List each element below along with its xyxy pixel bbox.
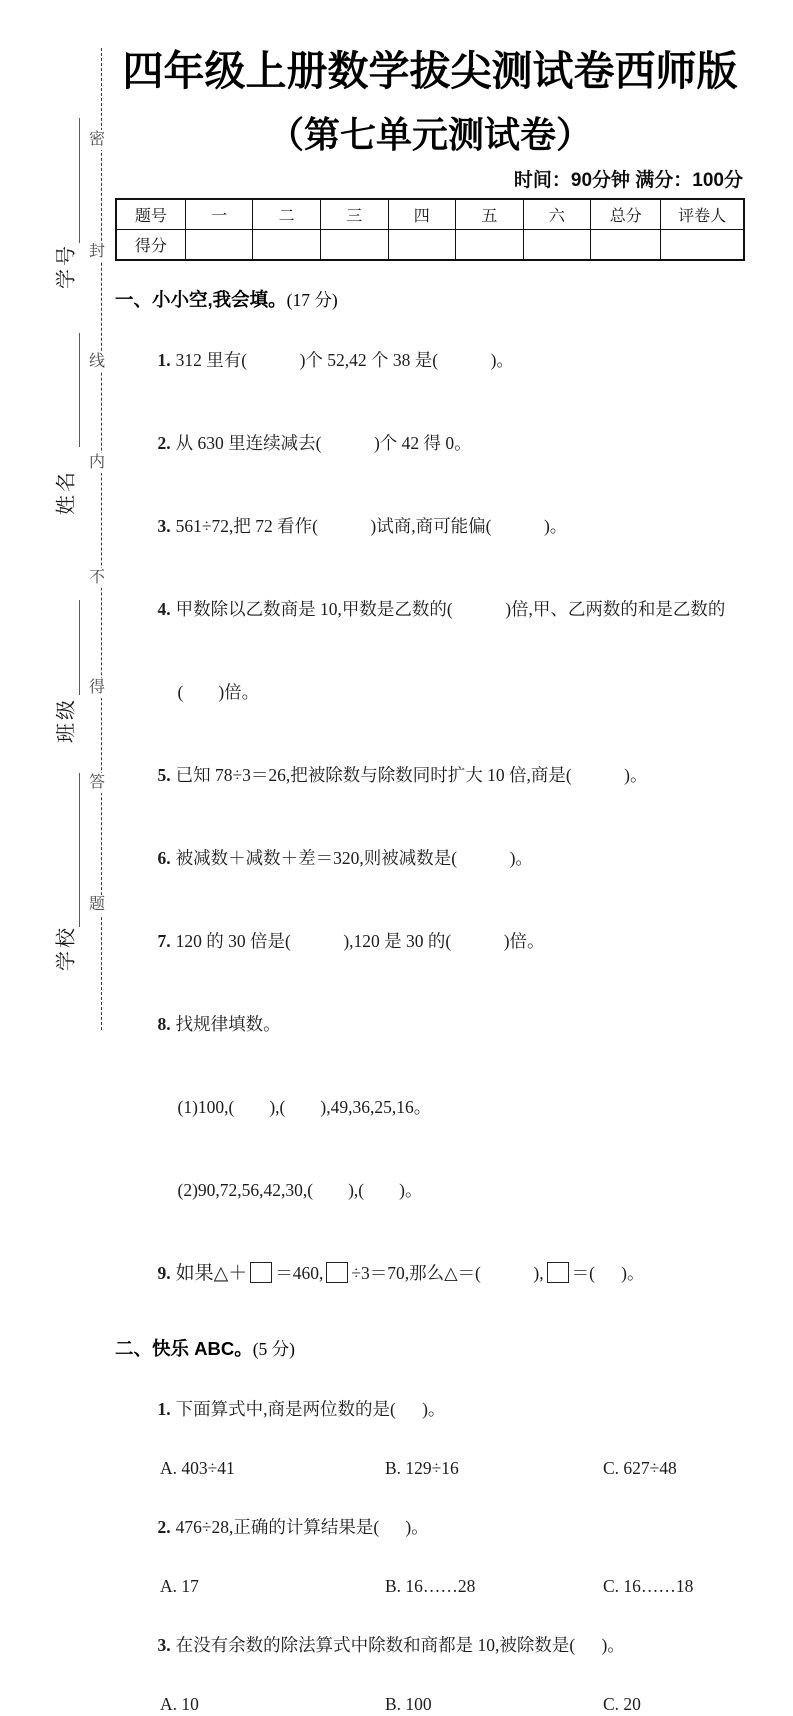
choice-question-1-options — [115, 1456, 745, 1480]
section-1-heading — [115, 288, 745, 313]
field-blank-line — [79, 600, 80, 695]
question-text: 如果△＋ — [175, 1263, 248, 1284]
question-text: ＝460, — [275, 1263, 324, 1283]
question-9 — [115, 1237, 745, 1310]
question-text: 在没有余数的除法算式中除数和商都是 10,被除数是( )。 — [175, 1635, 625, 1655]
student-id-label: 学号 — [55, 243, 78, 289]
option-c: C. 20 — [603, 1694, 641, 1714]
question-text: (2)90,72,56,42,30,( ),( )。 — [177, 1180, 423, 1200]
field-blank-line — [79, 773, 80, 927]
question-text: 312 里有( )个 52,42 个 38 是( )。 — [175, 350, 514, 370]
seal-char: 内 — [86, 453, 108, 473]
choice-question-1 — [115, 1373, 745, 1445]
exam-paper — [115, 40, 745, 1716]
field-blank-line — [79, 118, 80, 243]
seal-char: 得 — [86, 678, 108, 698]
col-header: 六 — [523, 199, 591, 230]
question-number: 2. — [157, 1517, 171, 1537]
score-table — [115, 198, 745, 261]
seal-char: 密 — [86, 130, 108, 150]
score-cell — [661, 230, 744, 261]
option-a: A. 17 — [160, 1576, 199, 1596]
question-4-line-2 — [115, 656, 745, 728]
seal-char: 封 — [86, 242, 108, 262]
score-cell — [523, 230, 591, 261]
seal-dashed-line — [101, 48, 102, 1030]
question-text: 476÷28,正确的计算结果是( )。 — [175, 1517, 429, 1537]
question-2 — [115, 407, 745, 479]
question-text: 被减数＋减数＋差＝320,则被减数是( )。 — [175, 848, 533, 868]
question-6 — [115, 822, 745, 894]
score-cell — [320, 230, 388, 261]
col-header: 一 — [185, 199, 253, 230]
seal-char: 线 — [86, 352, 108, 372]
choice-question-3 — [115, 1609, 745, 1681]
section-2-points: (5 分) — [252, 1339, 296, 1359]
exam-meta: 时间：90分钟 满分：100分 — [513, 170, 743, 191]
option-b: B. 100 — [385, 1694, 432, 1714]
question-7 — [115, 905, 745, 977]
seal-char: 答 — [86, 773, 108, 793]
choice-question-2 — [115, 1491, 745, 1563]
question-text: 下面算式中,商是两位数的是( )。 — [175, 1399, 446, 1419]
choice-question-2-options — [115, 1574, 745, 1598]
seal-char: 题 — [86, 895, 108, 915]
score-cell — [253, 230, 321, 261]
question-text: (1)100,( ),( ),49,36,25,16。 — [177, 1097, 432, 1117]
question-number: 7. — [157, 931, 171, 951]
col-header: 题号 — [116, 199, 185, 230]
question-3 — [115, 490, 745, 562]
score-cell — [591, 230, 661, 261]
question-text: ÷3＝70,那么△＝( ), — [351, 1263, 544, 1283]
question-4 — [115, 573, 745, 645]
question-number: 3. — [157, 1635, 171, 1655]
square-shape — [250, 1262, 272, 1283]
question-8 — [115, 988, 745, 1060]
question-number: 4. — [157, 599, 171, 619]
option-c: C. 627÷48 — [603, 1458, 677, 1478]
question-text: 已知 78÷3＝26,把被除数与除数同时扩大 10 倍,商是( )。 — [175, 765, 648, 785]
question-8-item-1 — [115, 1071, 745, 1143]
question-number: 3. — [157, 516, 171, 536]
question-8-item-2 — [115, 1154, 745, 1226]
question-text: 120 的 30 倍是( ),120 是 30 的( )倍。 — [175, 931, 545, 951]
student-class-label: 班级 — [55, 697, 78, 743]
score-cell — [456, 230, 524, 261]
question-text: 561÷72,把 72 看作( )试商,商可能偏( )。 — [175, 516, 568, 536]
col-header: 二 — [253, 199, 321, 230]
question-number: 1. — [157, 350, 171, 370]
question-number: 5. — [157, 765, 171, 785]
col-header: 四 — [388, 199, 456, 230]
question-text: ( )倍。 — [177, 682, 260, 702]
question-number: 9. — [157, 1263, 171, 1283]
exam-subtitle: （第七单元测试卷） — [267, 114, 592, 155]
col-header: 三 — [320, 199, 388, 230]
exam-title: 四年级上册数学拔尖测试卷西师版 — [122, 48, 738, 94]
score-table-score-row — [116, 230, 744, 261]
square-shape — [547, 1262, 569, 1283]
section-2-heading — [115, 1337, 745, 1362]
option-a: A. 10 — [160, 1694, 199, 1714]
choice-question-3-options — [115, 1692, 745, 1716]
option-c: C. 16……18 — [603, 1576, 694, 1596]
question-number: 1. — [157, 1399, 171, 1419]
score-table-header-row — [116, 199, 744, 230]
score-row-label: 得分 — [116, 230, 185, 261]
question-number: 2. — [157, 433, 171, 453]
col-header: 五 — [456, 199, 524, 230]
question-text: 从 630 里连续减去( )个 42 得 0。 — [175, 433, 472, 453]
section-1-heading-text: 一、小小空,我会填。 — [115, 289, 287, 310]
question-number: 6. — [157, 848, 171, 868]
score-cell — [185, 230, 253, 261]
option-b: B. 16……28 — [385, 1576, 476, 1596]
question-text: ＝( )。 — [571, 1263, 645, 1283]
question-number: 8. — [157, 1014, 171, 1034]
seal-char: 不 — [86, 568, 108, 588]
score-cell — [388, 230, 456, 261]
section-1-points: (17 分) — [286, 290, 338, 310]
question-1 — [115, 324, 745, 396]
question-5 — [115, 739, 745, 811]
question-text: 甲数除以乙数商是 10,甲数是乙数的( )倍,甲、乙两数的和是乙数的 — [175, 599, 726, 619]
option-a: A. 403÷41 — [160, 1458, 235, 1478]
student-name-label: 姓名 — [55, 469, 78, 515]
section-2-heading-text: 二、快乐 ABC。 — [115, 1338, 253, 1359]
field-blank-line — [79, 333, 80, 447]
square-shape — [326, 1262, 348, 1283]
col-header: 总分 — [591, 199, 661, 230]
col-header: 评卷人 — [661, 199, 744, 230]
question-text: 找规律填数。 — [175, 1014, 281, 1034]
option-b: B. 129÷16 — [385, 1458, 459, 1478]
student-school-label: 学校 — [55, 925, 78, 971]
